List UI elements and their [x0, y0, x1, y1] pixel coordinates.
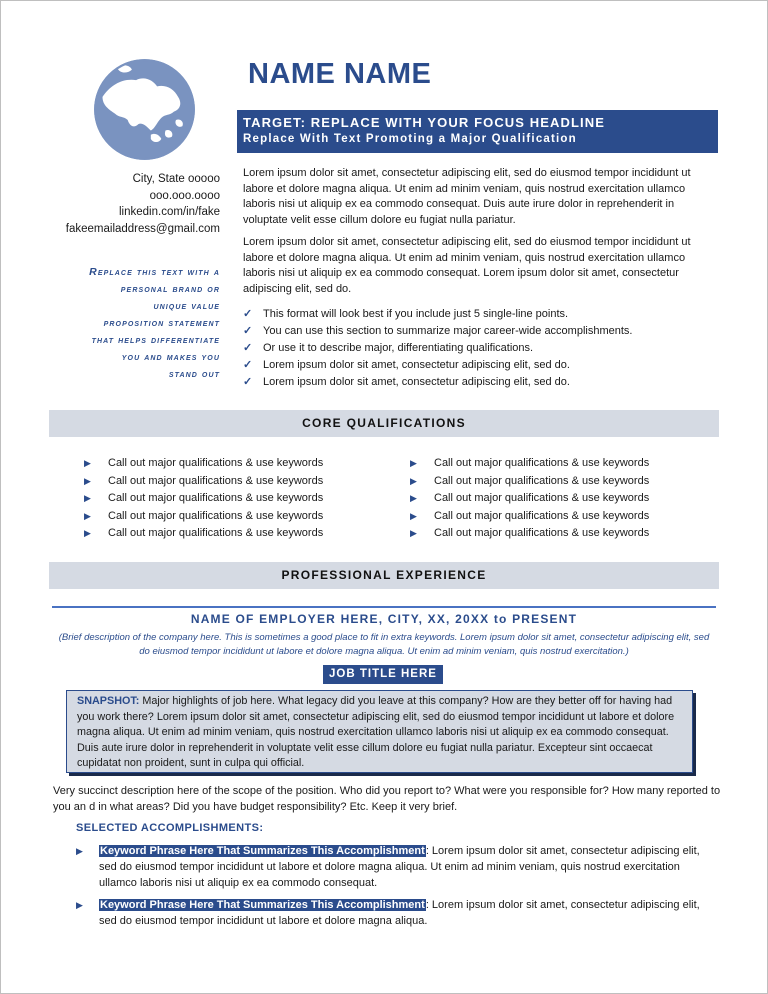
- core-qualifications-heading: CORE QUALIFICATIONS: [49, 410, 719, 437]
- checklist-text: Or use it to describe major, differentiating qualifications.: [263, 342, 534, 354]
- accomplishment-item: [76, 897, 716, 929]
- qualification-text: Call out major qualifications & use keywords: [434, 492, 650, 504]
- summary-checklist: [243, 306, 713, 391]
- section-divider: [52, 606, 716, 608]
- brand-line: Replace this text with a: [89, 266, 220, 278]
- triangle-bullet-icon: ▶: [410, 458, 417, 468]
- qualification-item: [84, 525, 323, 543]
- qualification-item: [410, 508, 649, 526]
- triangle-bullet-icon: ▶: [410, 493, 417, 503]
- target-headline: TARGET: REPLACE WITH YOUR FOCUS HEADLINE: [243, 115, 606, 130]
- qualification-item: [410, 473, 649, 491]
- qualification-text: Call out major qualifications & use keywords: [434, 474, 650, 487]
- summary-paragraph: Lorem ipsum dolor sit amet, consectetur adipiscing elit, sed do eiusmod tempor incididunt ut labore et dolore magna aliqua. Ut enim ad minim veniam, quis nostrud exercitation ullamco laboris nisi ut aliquip ex ea commodo consequat. Duis aute irure dolor in reprehenderit in voluptate velit esse cillum dolore eu fugiat nulla pariatur.: [243, 167, 691, 227]
- check-icon: ✓: [243, 376, 253, 388]
- qualification-item: [84, 508, 323, 526]
- triangle-bullet-icon: ▶: [76, 846, 83, 856]
- checklist-item: [243, 374, 713, 391]
- triangle-bullet-icon: ▶: [410, 475, 417, 486]
- accomplishment-keyword: Keyword Phrase Here That Summarizes This Accomplishment: [100, 845, 425, 857]
- company-description: (Brief description of the company here. This is sometimes a good place to fit in extra keywords. Lorem ipsum dolor sit amet, consectetur adipiscing elit, sed do eiusmod tempor incididunt ut labore et dolore magna aliqua. Ut enim ad minim veniam, quis nostrud exercitation.): [58, 632, 710, 657]
- employer-line: NAME OF EMPLOYER HERE, CITY, XX, 20XX to PRESENT: [190, 612, 578, 626]
- contact-linkedin: linkedin.com/in/fake: [119, 206, 220, 218]
- brand-line: stand out: [168, 368, 220, 380]
- brand-line: you and makes you: [121, 351, 220, 363]
- qualification-item: [410, 455, 649, 473]
- qualifications-list-right: [410, 455, 649, 543]
- qualification-item: [84, 455, 323, 473]
- check-icon: ✓: [243, 325, 253, 337]
- triangle-bullet-icon: ▶: [84, 458, 91, 468]
- qualification-item: [84, 490, 323, 508]
- snapshot-text: Major highlights of job here. What legacy did you leave at this company? How are they better off for having had you work there? Lorem ipsum dolor sit amet, consectetur adipiscing elit, sed do eiusmod tempor incididunt ut labore et dolore magna aliqua. Ut enim ad minim veniam, quis nostrud exercitation ullamco laboris nisi ut aliquip ex ea commodo consequat. Duis aute irure dolor in reprehenderit in voluptate velit esse cillum dolore eu fugiat nulla pariatur. Excepteur sint occaecat cupidatat non proident, sunt in culpa qui official.: [77, 695, 675, 769]
- qualification-text: Call out major qualifications & use keywords: [108, 509, 324, 522]
- accomplishment-text: : Lorem ipsum dolor sit amet, consectetur adipiscing elit, sed do eiusmod tempor incididunt ut labore et dolore magna aliqua. Ut enim ad minim veniam, quis nostrud exercitation ullamco laboris nisi ut aliquip ex ea commodo consequat.: [99, 845, 700, 890]
- qualification-text: Call out major qualifications & use keywords: [434, 509, 650, 522]
- qualification-item: [84, 473, 323, 491]
- brand-line: unique value: [153, 300, 220, 312]
- accomplishment-body: [99, 897, 716, 929]
- checklist-text: Lorem ipsum dolor sit amet, consectetur adipiscing elit, sed do.: [263, 376, 570, 388]
- checklist-item: [243, 306, 713, 323]
- snapshot-label: SNAPSHOT:: [77, 695, 140, 707]
- triangle-bullet-icon: ▶: [410, 528, 417, 538]
- candidate-name: NAME NAME: [248, 58, 432, 90]
- triangle-bullet-icon: ▶: [76, 900, 83, 910]
- qualification-text: Call out major qualifications & use keywords: [108, 474, 324, 487]
- checklist-item: [243, 357, 713, 374]
- triangle-bullet-icon: ▶: [84, 510, 91, 521]
- accomplishment-item: [76, 843, 716, 892]
- target-subheadline: Replace With Text Promoting a Major Qualification: [243, 133, 577, 145]
- qualification-text: Call out major qualifications & use keywords: [434, 457, 650, 469]
- checklist-text: Lorem ipsum dolor sit amet, consectetur adipiscing elit, sed do.: [263, 359, 570, 371]
- brand-line: personal brand or: [120, 283, 220, 295]
- qualification-text: Call out major qualifications & use keywords: [108, 457, 324, 469]
- contact-email: fakeemailaddress@gmail.com: [65, 222, 220, 235]
- check-icon: ✓: [243, 342, 253, 354]
- qualification-item: [410, 490, 649, 508]
- qualifications-list-left: [84, 455, 323, 543]
- snapshot-box: [66, 690, 693, 773]
- triangle-bullet-icon: ▶: [84, 475, 91, 486]
- job-title: JOB TITLE HERE: [323, 665, 443, 684]
- contact-info: [40, 171, 220, 237]
- check-icon: ✓: [243, 359, 253, 371]
- accomplishments-heading: SELECTED ACCOMPLISHMENTS:: [76, 822, 264, 834]
- check-icon: ✓: [243, 308, 253, 320]
- accomplishment-body: [99, 843, 716, 892]
- position-scope: Very succinct description here of the scope of the position. Who did you report to? What were you responsible for? How many reported to you an d in what areas? Did you have budget responsibility? Etc. Keep it very brief.: [53, 785, 721, 813]
- checklist-item: [243, 340, 713, 357]
- brand-line: proposition statement: [103, 317, 220, 329]
- qualification-item: [410, 525, 649, 543]
- checklist-item: [243, 323, 713, 340]
- qualification-text: Call out major qualifications & use keywords: [108, 527, 324, 539]
- triangle-bullet-icon: ▶: [410, 510, 417, 521]
- accomplishment-text: : Lorem ipsum dolor sit amet, consectetur adipiscing elit, sed do eiusmod tempor incididunt ut labore et dolore magna aliqua.: [99, 899, 700, 928]
- globe-icon: [92, 57, 197, 162]
- accomplishment-keyword: Keyword Phrase Here That Summarizes This Accomplishment: [100, 899, 425, 911]
- contact-location: City, State ooooo: [132, 173, 220, 185]
- qualification-text: Call out major qualifications & use keywords: [108, 492, 324, 504]
- qualification-text: Call out major qualifications & use keywords: [434, 527, 650, 539]
- target-headline-box: [237, 110, 718, 153]
- professional-experience-heading: PROFESSIONAL EXPERIENCE: [49, 562, 719, 589]
- brand-statement: [40, 264, 220, 383]
- triangle-bullet-icon: ▶: [84, 493, 91, 503]
- checklist-text: This format will look best if you include just 5 single-line points.: [263, 308, 569, 320]
- brand-line: that helps differentiate: [91, 334, 220, 346]
- contact-phone: ooo.ooo.oooo: [149, 189, 220, 202]
- checklist-text: You can use this section to summarize major career-wide accomplishments.: [263, 325, 633, 337]
- triangle-bullet-icon: ▶: [84, 528, 91, 538]
- summary-paragraph: Lorem ipsum dolor sit amet, consectetur adipiscing elit, sed do eiusmod tempor incididunt ut labore et dolore magna aliqua. Ut enim ad minim veniam, quis nostrud exercitation ullamco laboris nisi ut aliquip ex ea commodo consequat. Lorem ipsum dolor sit amet, consectetur adipiscing elit, sed do.: [243, 236, 691, 296]
